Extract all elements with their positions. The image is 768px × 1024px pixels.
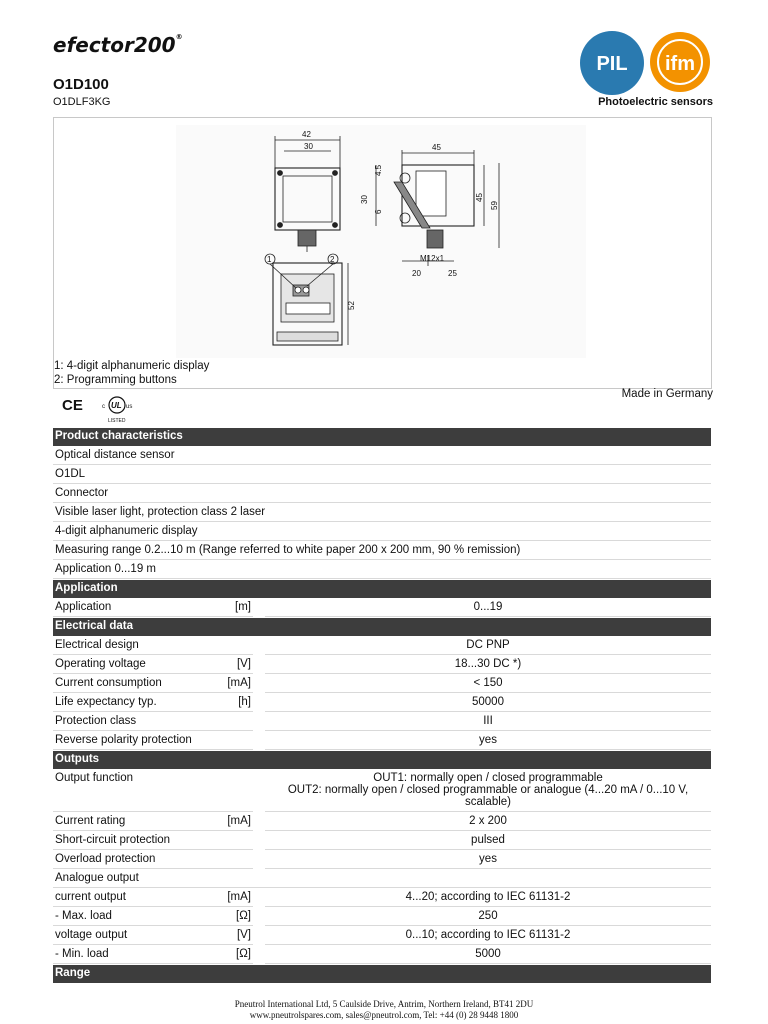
row-unit: [mA]: [223, 889, 253, 907]
callout-1: 1: [267, 255, 272, 264]
ce-mark: CE: [62, 397, 83, 414]
row-unit: [223, 637, 253, 655]
section-header-product: [53, 428, 711, 446]
table-row: [53, 851, 711, 869]
table-row: [53, 599, 711, 617]
table-row: [53, 927, 711, 945]
sensor-front-window: [283, 176, 332, 222]
row-unit: [223, 713, 253, 731]
table-row: [53, 713, 711, 731]
row-label: Short-circuit protection: [53, 832, 223, 850]
row-unit: [223, 732, 253, 750]
product-line: O1DL: [53, 466, 711, 484]
row-label: Electrical design: [53, 637, 223, 655]
sensor-front-connector: [298, 230, 316, 246]
row-label: - Min. load: [53, 946, 223, 964]
made-in: Made in Germany: [621, 388, 713, 400]
row-unit: [h]: [223, 694, 253, 712]
table-row: [53, 542, 711, 560]
analogue-output-label: Analogue output: [53, 870, 711, 888]
row-value: 18...30 DC *): [265, 656, 711, 674]
section-title: Product characteristics: [53, 428, 711, 446]
brand-name: efector200: [53, 33, 176, 57]
row-label: voltage output: [53, 927, 223, 945]
row-value: 0...10; according to IEC 61131-2: [265, 927, 711, 945]
row-label: current output: [53, 889, 223, 907]
row-unit: [mA]: [223, 675, 253, 693]
ul-mark-c: c: [102, 404, 105, 410]
row-label: Reverse polarity protection: [53, 732, 223, 750]
row-label: - Max. load: [53, 908, 223, 926]
row-unit: [Ω]: [223, 908, 253, 926]
table-row: [53, 466, 711, 484]
pil-ifm-logo: [578, 30, 714, 96]
footer-address: Pneutrol International Ltd, 5 Caulside Drive, Antrim, Northern Ireland, BT41 2DU: [234, 999, 534, 1009]
dim-label-42: 42: [302, 130, 311, 139]
dim-label-4-5: 4.5: [374, 164, 383, 176]
row-value: 250: [265, 908, 711, 926]
row-value: yes: [265, 851, 711, 869]
dimension-drawing-box: [53, 117, 712, 389]
row-label: Overload protection: [53, 851, 223, 869]
sensor-display: [286, 303, 330, 314]
dim-label-30-side: 30: [360, 195, 369, 204]
sensor-side-connector: [427, 230, 443, 248]
product-line: Optical distance sensor: [53, 447, 711, 465]
ul-mark-listed: LISTED: [108, 418, 126, 424]
dim-label-20: 20: [412, 269, 421, 278]
row-unit: [V]: [223, 927, 253, 945]
table-row: [53, 889, 711, 907]
section-header-outputs: [53, 751, 711, 769]
section-title: Application: [53, 580, 711, 598]
table-row: [53, 870, 711, 888]
row-value: 50000: [265, 694, 711, 712]
spec-table: [53, 427, 711, 984]
dim-label-25: 25: [448, 269, 457, 278]
table-row: [53, 485, 711, 503]
dim-label-52: 52: [347, 301, 356, 310]
ul-mark-us: us: [126, 404, 133, 410]
sensor-front-body: [275, 168, 340, 230]
ul-mark-text: UL: [111, 401, 122, 410]
row-unit: [Ω]: [223, 946, 253, 964]
product-category: Photoelectric sensors: [598, 96, 713, 108]
row-unit: [V]: [223, 656, 253, 674]
dim-label-59: 59: [490, 201, 499, 210]
row-label: Output function: [53, 770, 223, 812]
product-title: O1D100: [53, 76, 109, 93]
product-line: Measuring range 0.2...10 m (Range referred to white paper 200 x 200 mm, 90 % remission): [53, 542, 711, 560]
table-row: [53, 732, 711, 750]
table-row: [53, 946, 711, 964]
section-header-range: [53, 965, 711, 983]
table-row: [53, 908, 711, 926]
table-row: [53, 813, 711, 831]
row-label: Application: [53, 599, 223, 617]
table-row: [53, 656, 711, 674]
row-value: < 150: [265, 675, 711, 693]
pil-logo-text: PIL: [596, 53, 628, 75]
ifm-logo-text: ifm: [665, 53, 695, 75]
row-label: Current consumption: [53, 675, 223, 693]
product-line: Application 0...19 m: [53, 561, 711, 579]
row-value: 0...19: [265, 599, 711, 617]
footer-contact: www.pneutrolspares.com, sales@pneutrol.com, Tel: +44 (0) 28 9448 1800: [249, 1010, 519, 1020]
dim-label-45-right: 45: [475, 193, 484, 202]
row-unit: [223, 832, 253, 850]
row-label: Protection class: [53, 713, 223, 731]
legend-item-display: 1: 4-digit alphanumeric display: [54, 360, 210, 372]
callout-2: 2: [330, 255, 335, 264]
product-line: 4-digit alphanumeric display: [53, 523, 711, 541]
table-row: [53, 447, 711, 465]
table-row: [53, 694, 711, 712]
legend-item-buttons: 2: Programming buttons: [54, 374, 177, 386]
section-header-application: [53, 580, 711, 598]
dimension-drawing: [54, 118, 711, 358]
certification-marks: [62, 394, 142, 424]
row-value: 2 x 200: [265, 813, 711, 831]
output-function-line-1: OUT1: normally open / closed programmable: [373, 772, 603, 784]
product-line: Visible laser light, protection class 2 laser: [53, 504, 711, 522]
brand-registered-mark: ®: [175, 33, 183, 41]
product-article-number: O1DLF3KG: [53, 96, 111, 108]
row-value: III: [265, 713, 711, 731]
dim-label-30-top: 30: [304, 142, 313, 151]
row-unit: [223, 851, 253, 869]
section-header-electrical: [53, 618, 711, 636]
brand-wordmark: [53, 33, 183, 57]
row-label: Operating voltage: [53, 656, 223, 674]
row-value-multiline: [265, 770, 711, 812]
row-label: Current rating: [53, 813, 223, 831]
table-row: [53, 637, 711, 655]
row-value: pulsed: [265, 832, 711, 850]
table-row: [53, 561, 711, 579]
table-row: [53, 832, 711, 850]
dim-label-m12: M12x1: [420, 254, 445, 263]
table-row: [53, 504, 711, 522]
output-function-line-2: OUT2: normally open / closed programmable or analogue (4...20 mA / 0...10 V, scalable): [287, 784, 689, 808]
table-row: [53, 675, 711, 693]
row-value: 4...20; according to IEC 61131-2: [265, 889, 711, 907]
table-row: [53, 770, 711, 812]
row-value: DC PNP: [265, 637, 711, 655]
row-value: 5000: [265, 946, 711, 964]
product-line: Connector: [53, 485, 711, 503]
dim-label-45-top: 45: [432, 143, 441, 152]
section-title: Range: [53, 965, 711, 983]
section-title: Electrical data: [53, 618, 711, 636]
row-value: yes: [265, 732, 711, 750]
dim-label-6: 6: [374, 209, 383, 214]
table-row: [53, 523, 711, 541]
section-title: Outputs: [53, 751, 711, 769]
row-unit: [mA]: [223, 813, 253, 831]
row-unit: [m]: [223, 599, 253, 617]
row-label: Life expectancy typ.: [53, 694, 223, 712]
